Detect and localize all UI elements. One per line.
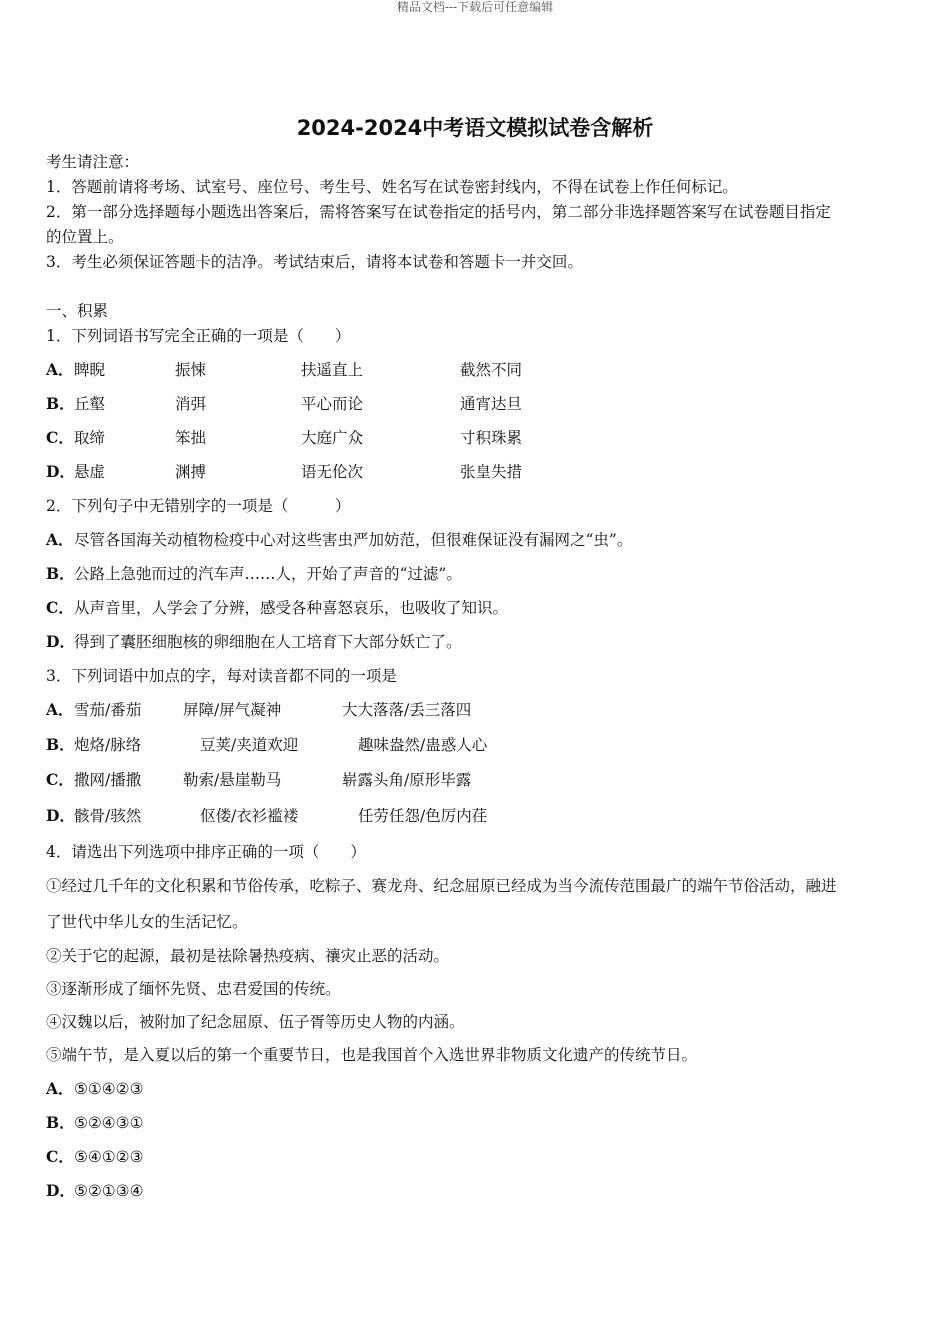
option-label: C． [46, 598, 74, 617]
option-word: 渊搏 [175, 463, 207, 481]
option-word: 取缔 [74, 429, 106, 447]
option-word: 振悚 [175, 361, 207, 379]
word-pair: 勒索/悬崖勒马 [183, 771, 282, 789]
sentence: 了世代中华儿女的生活记忆。 [46, 913, 248, 931]
option-label: B． [46, 735, 75, 754]
option-label: A． [46, 530, 74, 549]
option-word: 笨拙 [175, 429, 207, 447]
option-text: ⑤④①②③ [74, 1148, 144, 1166]
notice-item: 的位置上。 [46, 228, 124, 246]
option-word: 寸积珠累 [460, 429, 523, 447]
section-heading: 一、积累 [46, 302, 109, 320]
option-label: A． [46, 1079, 74, 1098]
option-text: ⑤①④②③ [74, 1080, 144, 1098]
option-text: ⑤②④③① [74, 1114, 144, 1132]
option-label: A． [46, 360, 74, 379]
option-label: A． [46, 700, 74, 719]
option-label: D． [46, 632, 75, 651]
page-header: 精品文档---下载后可任意编辑 [396, 0, 554, 14]
option-label: B． [46, 1113, 75, 1132]
word-pair: 屏障/屏气凝神 [183, 701, 282, 719]
option-word: 张皇失措 [460, 463, 523, 481]
sentence: ⑤端午节，是入夏以后的第一个重要节日，也是我国首个入选世界非物质文化遗产的传统节日。 [46, 1046, 698, 1064]
option-text: 得到了囊胚细胞核的卵细胞在人工培育下大部分妖亡了。 [74, 633, 462, 651]
word-pair: 任劳任怨/色厉内荏 [358, 807, 488, 825]
notice-heading: 考生请注意： [46, 153, 140, 171]
option-word: 丘壑 [74, 395, 106, 413]
question-1-stem: 1．下列词语书写完全正确的一项是（ ） [46, 327, 351, 345]
word-pair: 骸骨/骇然 [74, 807, 142, 825]
notice-item: 3．考生必须保证答题卡的洁净。考试结束后，请将本试卷和答题卡一并交回。 [46, 253, 583, 271]
question-4-stem: 4．请选出下列选项中排序正确的一项（ ） [46, 843, 366, 861]
option-word: 扶遥直上 [301, 361, 364, 379]
word-pair: 雪茄/番茄 [74, 701, 142, 719]
notice-item: 2．第一部分选择题每小题选出答案后，需将答案写在试卷指定的括号内，第二部分非选择题答案写在试卷题目指定 [46, 203, 831, 221]
option-text: 公路上急弛而过的汽车声……人，开始了声音的“过滤”。 [74, 565, 462, 583]
notice-item: 1．答题前请将考场、试室号、座位号、考生号、姓名写在试卷密封线内，不得在试卷上作任何标记。 [46, 178, 738, 196]
option-text: 从声音里，人学会了分辨，感受各种喜怒哀乐，也吸收了知识。 [74, 599, 509, 617]
word-pair: 豆荚/夹道欢迎 [200, 736, 299, 754]
option-label: B． [46, 394, 75, 413]
option-text: ⑤②①③④ [74, 1182, 144, 1200]
option-label: D． [46, 462, 75, 481]
sentence: ②关于它的起源，最初是祛除暑热疫病、禳灾止恶的活动。 [46, 947, 450, 965]
option-word: 截然不同 [460, 361, 523, 379]
question-3-stem: 3．下列词语中加点的字，每对读音都不同的一项是 [46, 667, 397, 685]
sentence: ①经过几千年的文化积累和节俗传承，吃粽子、赛龙舟、纪念屈原已经成为当今流传范围最广的端午节俗活动，融进 [46, 877, 837, 895]
option-word: 睥睨 [74, 361, 106, 379]
option-label: D． [46, 1181, 75, 1200]
option-word: 悬虚 [74, 463, 106, 481]
word-pair: 炮烙/脉络 [74, 736, 142, 754]
sentence: ③逐渐形成了缅怀先贤、忠君爱国的传统。 [46, 980, 341, 998]
page-title: 2024-2024中考语文模拟试卷含解析 [296, 116, 654, 140]
option-label: C． [46, 428, 74, 447]
option-label: D． [46, 806, 75, 825]
word-pair: 大大落落/丢三落四 [342, 701, 472, 719]
word-pair: 崭露头角/原形毕露 [342, 771, 472, 789]
sentence: ④汉魏以后，被附加了纪念屈原、伍子胥等历史人物的内涵。 [46, 1013, 465, 1031]
question-2-stem: 2．下列句子中无错别字的一项是（ ） [46, 497, 351, 515]
option-text: 尽管各国海关动植物检疫中心对这些害虫严加妨范，但很难保证没有漏网之“虫”。 [74, 531, 633, 549]
option-label: C． [46, 770, 74, 789]
option-word: 大庭广众 [301, 429, 364, 447]
option-label: C． [46, 1147, 74, 1166]
option-word: 通宵达旦 [460, 395, 523, 413]
option-word: 平心而论 [301, 395, 364, 413]
option-word: 语无伦次 [301, 463, 364, 481]
word-pair: 趣味盎然/蛊惑人心 [358, 736, 488, 754]
word-pair: 伛偻/衣衫褴褛 [200, 807, 299, 825]
option-label: B． [46, 564, 75, 583]
option-word: 消弭 [175, 395, 207, 413]
word-pair: 撒网/播撒 [74, 771, 142, 789]
